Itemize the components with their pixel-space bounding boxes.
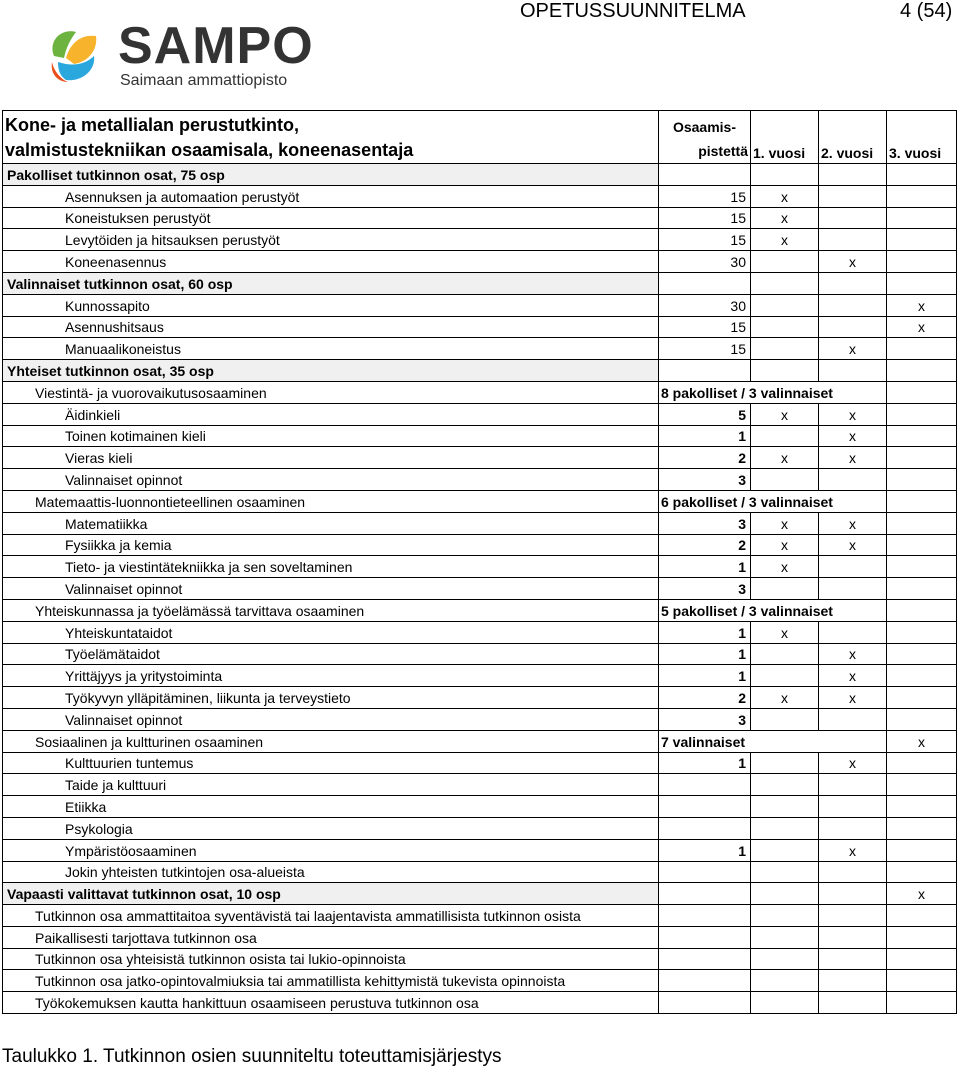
points-value: 15 bbox=[659, 207, 751, 229]
points-value bbox=[659, 360, 751, 382]
requirement-note: 5 pakolliset / 3 valinnaiset bbox=[659, 599, 887, 621]
year3-mark bbox=[887, 948, 957, 970]
points-value bbox=[659, 861, 751, 883]
logo-mark-icon bbox=[44, 22, 110, 88]
year3-mark bbox=[887, 774, 957, 796]
year2-mark bbox=[819, 469, 887, 491]
year2-mark: x bbox=[819, 425, 887, 447]
table-row bbox=[3, 687, 957, 709]
row-label: Yhteiskunnassa ja työelämässä tarvittava osaaminen bbox=[3, 599, 659, 621]
row-label: Levytöiden ja hitsauksen perustyöt bbox=[3, 229, 659, 251]
table-row bbox=[3, 861, 957, 883]
year1-mark bbox=[751, 752, 819, 774]
year1-mark bbox=[751, 948, 819, 970]
row-label: Vapaasti valittavat tutkinnon osat, 10 osp bbox=[3, 883, 659, 905]
column-header-points-line1: Osaamis- bbox=[672, 119, 737, 135]
year2-mark: x bbox=[819, 643, 887, 665]
table-row bbox=[3, 948, 957, 970]
year2-mark bbox=[819, 796, 887, 818]
row-label: Paikallisesti tarjottava tutkinnon osa bbox=[3, 926, 659, 948]
year1-mark bbox=[751, 164, 819, 186]
table-row bbox=[3, 185, 957, 207]
table-row bbox=[3, 621, 957, 643]
table-row bbox=[3, 643, 957, 665]
year1-mark bbox=[751, 643, 819, 665]
study-plan-table bbox=[2, 110, 957, 1014]
row-label: Kunnossapito bbox=[3, 294, 659, 316]
row-label: Psykologia bbox=[3, 817, 659, 839]
year1-mark: x bbox=[751, 229, 819, 251]
points-value: 30 bbox=[659, 251, 751, 273]
section-row bbox=[3, 272, 957, 294]
table-header-row bbox=[3, 111, 957, 164]
year2-mark bbox=[819, 185, 887, 207]
year1-mark bbox=[751, 839, 819, 861]
row-label: Työelämätaidot bbox=[3, 643, 659, 665]
column-header-year3: 3. vuosi bbox=[887, 111, 957, 164]
year1-mark: x bbox=[751, 207, 819, 229]
table-row bbox=[3, 490, 957, 512]
table-row bbox=[3, 905, 957, 927]
table-row bbox=[3, 207, 957, 229]
year3-mark bbox=[887, 796, 957, 818]
requirement-note: 8 pakolliset / 3 valinnaiset bbox=[659, 381, 887, 403]
year2-mark bbox=[819, 774, 887, 796]
year2-mark bbox=[819, 578, 887, 600]
year1-mark bbox=[751, 970, 819, 992]
year2-mark: x bbox=[819, 839, 887, 861]
year2-mark bbox=[819, 229, 887, 251]
points-value bbox=[659, 970, 751, 992]
points-value bbox=[659, 926, 751, 948]
year2-mark bbox=[819, 926, 887, 948]
table-row bbox=[3, 425, 957, 447]
year2-mark bbox=[819, 817, 887, 839]
table-row bbox=[3, 599, 957, 621]
year1-mark bbox=[751, 316, 819, 338]
year3-mark bbox=[887, 556, 957, 578]
table-row bbox=[3, 534, 957, 556]
year1-mark bbox=[751, 578, 819, 600]
year2-mark: x bbox=[819, 512, 887, 534]
points-value: 1 bbox=[659, 621, 751, 643]
year2-mark bbox=[819, 905, 887, 927]
points-value bbox=[659, 164, 751, 186]
points-value: 15 bbox=[659, 229, 751, 251]
year1-mark bbox=[751, 817, 819, 839]
row-label: Yrittäjyys ja yritystoiminta bbox=[3, 665, 659, 687]
table-row bbox=[3, 229, 957, 251]
points-value bbox=[659, 796, 751, 818]
points-value: 1 bbox=[659, 752, 751, 774]
row-label: Fysiikka ja kemia bbox=[3, 534, 659, 556]
points-value: 2 bbox=[659, 687, 751, 709]
year2-mark: x bbox=[819, 251, 887, 273]
points-value: 2 bbox=[659, 534, 751, 556]
row-label: Viestintä- ja vuorovaikutusosaaminen bbox=[3, 381, 659, 403]
row-label: Ympäristöosaaminen bbox=[3, 839, 659, 861]
points-value: 1 bbox=[659, 839, 751, 861]
row-label: Valinnaiset tutkinnon osat, 60 osp bbox=[3, 272, 659, 294]
year2-mark bbox=[819, 316, 887, 338]
year3-mark bbox=[887, 185, 957, 207]
row-label: Työkokemuksen kautta hankittuun osaamiseen perustuva tutkinnon osa bbox=[3, 992, 659, 1014]
year2-mark bbox=[819, 970, 887, 992]
column-header-year2: 2. vuosi bbox=[819, 111, 887, 164]
year1-mark: x bbox=[751, 512, 819, 534]
column-header-points bbox=[659, 111, 751, 164]
row-label: Äidinkieli bbox=[3, 403, 659, 425]
requirement-note: 7 valinnaiset bbox=[659, 730, 887, 752]
year1-mark: x bbox=[751, 403, 819, 425]
points-value: 1 bbox=[659, 665, 751, 687]
year2-mark bbox=[819, 360, 887, 382]
year1-mark: x bbox=[751, 687, 819, 709]
year3-mark bbox=[887, 708, 957, 730]
year3-mark bbox=[887, 992, 957, 1014]
table-row bbox=[3, 447, 957, 469]
year2-mark: x bbox=[819, 534, 887, 556]
year3-mark bbox=[887, 534, 957, 556]
points-value: 15 bbox=[659, 185, 751, 207]
row-label: Asennushitsaus bbox=[3, 316, 659, 338]
table-row bbox=[3, 796, 957, 818]
table-row bbox=[3, 730, 957, 752]
row-label: Matematiikka bbox=[3, 512, 659, 534]
year3-mark bbox=[887, 905, 957, 927]
year1-mark bbox=[751, 272, 819, 294]
year3-mark bbox=[887, 381, 957, 403]
requirement-note: 6 pakolliset / 3 valinnaiset bbox=[659, 490, 887, 512]
row-label: Työkyvyn ylläpitäminen, liikunta ja terveystieto bbox=[3, 687, 659, 709]
table-row bbox=[3, 708, 957, 730]
points-value: 3 bbox=[659, 512, 751, 534]
year3-mark bbox=[887, 207, 957, 229]
points-value: 30 bbox=[659, 294, 751, 316]
year1-mark bbox=[751, 425, 819, 447]
year3-mark bbox=[887, 272, 957, 294]
table-row bbox=[3, 665, 957, 687]
year1-mark bbox=[751, 708, 819, 730]
table-row bbox=[3, 251, 957, 273]
row-label: Pakolliset tutkinnon osat, 75 osp bbox=[3, 164, 659, 186]
section-row bbox=[3, 164, 957, 186]
table-row bbox=[3, 338, 957, 360]
logo-wordmark: SAMPO bbox=[118, 17, 314, 75]
row-label: Yhteiskuntataidot bbox=[3, 621, 659, 643]
table-row bbox=[3, 992, 957, 1014]
table-title-line2: valmistustekniikan osaamisala, koneenasentaja bbox=[5, 140, 414, 160]
section-row bbox=[3, 883, 957, 905]
year2-mark bbox=[819, 883, 887, 905]
year3-mark bbox=[887, 817, 957, 839]
year1-mark: x bbox=[751, 621, 819, 643]
row-label: Tieto- ja viestintätekniikka ja sen soveltaminen bbox=[3, 556, 659, 578]
year1-mark bbox=[751, 338, 819, 360]
year2-mark: x bbox=[819, 447, 887, 469]
year3-mark: x bbox=[887, 730, 957, 752]
row-label: Manuaalikoneistus bbox=[3, 338, 659, 360]
year1-mark bbox=[751, 774, 819, 796]
year2-mark bbox=[819, 708, 887, 730]
year1-mark bbox=[751, 796, 819, 818]
points-value bbox=[659, 817, 751, 839]
year3-mark bbox=[887, 251, 957, 273]
row-label: Etiikka bbox=[3, 796, 659, 818]
points-value: 15 bbox=[659, 316, 751, 338]
points-value: 3 bbox=[659, 469, 751, 491]
year3-mark bbox=[887, 425, 957, 447]
row-label: Sosiaalinen ja kultturinen osaaminen bbox=[3, 730, 659, 752]
table-row bbox=[3, 403, 957, 425]
row-label: Valinnaiset opinnot bbox=[3, 708, 659, 730]
section-row bbox=[3, 360, 957, 382]
points-value bbox=[659, 774, 751, 796]
year3-mark bbox=[887, 926, 957, 948]
year3-mark bbox=[887, 970, 957, 992]
year1-mark: x bbox=[751, 534, 819, 556]
sampo-logo bbox=[44, 16, 324, 96]
points-value: 3 bbox=[659, 578, 751, 600]
page-number: 4 (54) bbox=[900, 0, 953, 22]
row-label: Asennuksen ja automaation perustyöt bbox=[3, 185, 659, 207]
year3-mark bbox=[887, 360, 957, 382]
table-row bbox=[3, 294, 957, 316]
year2-mark: x bbox=[819, 403, 887, 425]
year2-mark bbox=[819, 621, 887, 643]
row-label: Tutkinnon osa yhteisistä tutkinnon osista tai lukio-opinnoista bbox=[3, 948, 659, 970]
row-label: Toinen kotimainen kieli bbox=[3, 425, 659, 447]
row-label: Jokin yhteisten tutkintojen osa-alueista bbox=[3, 861, 659, 883]
year1-mark: x bbox=[751, 185, 819, 207]
year1-mark: x bbox=[751, 447, 819, 469]
points-value: 1 bbox=[659, 425, 751, 447]
row-label: Taide ja kulttuuri bbox=[3, 774, 659, 796]
table-title bbox=[3, 111, 659, 164]
row-label: Koneistuksen perustyöt bbox=[3, 207, 659, 229]
points-value: 1 bbox=[659, 556, 751, 578]
year1-mark bbox=[751, 294, 819, 316]
table-row bbox=[3, 970, 957, 992]
year3-mark: x bbox=[887, 294, 957, 316]
year2-mark bbox=[819, 556, 887, 578]
column-header-points-line2: pistettä bbox=[698, 143, 748, 159]
year3-mark: x bbox=[887, 883, 957, 905]
year3-mark bbox=[887, 164, 957, 186]
year3-mark bbox=[887, 643, 957, 665]
year1-mark bbox=[751, 251, 819, 273]
year3-mark bbox=[887, 687, 957, 709]
row-label: Tutkinnon osa ammattitaitoa syventävistä tai laajentavista ammatillisista tutkinnon osista bbox=[3, 905, 659, 927]
table-row bbox=[3, 774, 957, 796]
row-label: Valinnaiset opinnot bbox=[3, 578, 659, 600]
points-value bbox=[659, 272, 751, 294]
year3-mark: x bbox=[887, 316, 957, 338]
year3-mark bbox=[887, 752, 957, 774]
points-value: 1 bbox=[659, 643, 751, 665]
year1-mark bbox=[751, 861, 819, 883]
year1-mark bbox=[751, 905, 819, 927]
points-value bbox=[659, 883, 751, 905]
year2-mark: x bbox=[819, 752, 887, 774]
year3-mark bbox=[887, 338, 957, 360]
year1-mark bbox=[751, 665, 819, 687]
table-row bbox=[3, 578, 957, 600]
points-value bbox=[659, 905, 751, 927]
year1-mark bbox=[751, 992, 819, 1014]
year3-mark bbox=[887, 599, 957, 621]
year3-mark bbox=[887, 512, 957, 534]
year3-mark bbox=[887, 861, 957, 883]
document-title: OPETUSSUUNNITELMA bbox=[520, 0, 746, 22]
year2-mark bbox=[819, 992, 887, 1014]
year1-mark bbox=[751, 883, 819, 905]
year3-mark bbox=[887, 839, 957, 861]
year2-mark bbox=[819, 294, 887, 316]
row-label: Kulttuurien tuntemus bbox=[3, 752, 659, 774]
year1-mark: x bbox=[751, 556, 819, 578]
year2-mark bbox=[819, 861, 887, 883]
table-row bbox=[3, 752, 957, 774]
year3-mark bbox=[887, 229, 957, 251]
year3-mark bbox=[887, 665, 957, 687]
points-value: 2 bbox=[659, 447, 751, 469]
row-label: Koneenasennus bbox=[3, 251, 659, 273]
points-value: 5 bbox=[659, 403, 751, 425]
table-row bbox=[3, 556, 957, 578]
table-caption: Taulukko 1. Tutkinnon osien suunniteltu toteuttamisjärjestys bbox=[2, 1046, 502, 1067]
logo-subtitle: Saimaan ammattiopisto bbox=[120, 72, 288, 89]
year3-mark bbox=[887, 621, 957, 643]
points-value bbox=[659, 992, 751, 1014]
row-label: Tutkinnon osa jatko-opintovalmiuksia tai ammatillista kehittymistä tukevista opinnoista bbox=[3, 970, 659, 992]
table-row bbox=[3, 839, 957, 861]
row-label: Yhteiset tutkinnon osat, 35 osp bbox=[3, 360, 659, 382]
table-row bbox=[3, 316, 957, 338]
table-row bbox=[3, 512, 957, 534]
row-label: Matemaattis-luonnontieteellinen osaaminen bbox=[3, 490, 659, 512]
year2-mark bbox=[819, 164, 887, 186]
year2-mark bbox=[819, 948, 887, 970]
table-row bbox=[3, 381, 957, 403]
year1-mark bbox=[751, 926, 819, 948]
year3-mark bbox=[887, 447, 957, 469]
year2-mark: x bbox=[819, 687, 887, 709]
year3-mark bbox=[887, 469, 957, 491]
year3-mark bbox=[887, 490, 957, 512]
points-value bbox=[659, 948, 751, 970]
table-row bbox=[3, 469, 957, 491]
column-header-year1: 1. vuosi bbox=[751, 111, 819, 164]
year2-mark: x bbox=[819, 665, 887, 687]
row-label: Vieras kieli bbox=[3, 447, 659, 469]
points-value: 15 bbox=[659, 338, 751, 360]
year3-mark bbox=[887, 403, 957, 425]
year2-mark bbox=[819, 207, 887, 229]
table-title-line1: Kone- ja metallialan perustutkinto, bbox=[5, 115, 300, 135]
year1-mark bbox=[751, 360, 819, 382]
points-value: 3 bbox=[659, 708, 751, 730]
year3-mark bbox=[887, 578, 957, 600]
year2-mark bbox=[819, 272, 887, 294]
row-label: Valinnaiset opinnot bbox=[3, 469, 659, 491]
year2-mark: x bbox=[819, 338, 887, 360]
year1-mark bbox=[751, 469, 819, 491]
table-row bbox=[3, 926, 957, 948]
table-row bbox=[3, 817, 957, 839]
